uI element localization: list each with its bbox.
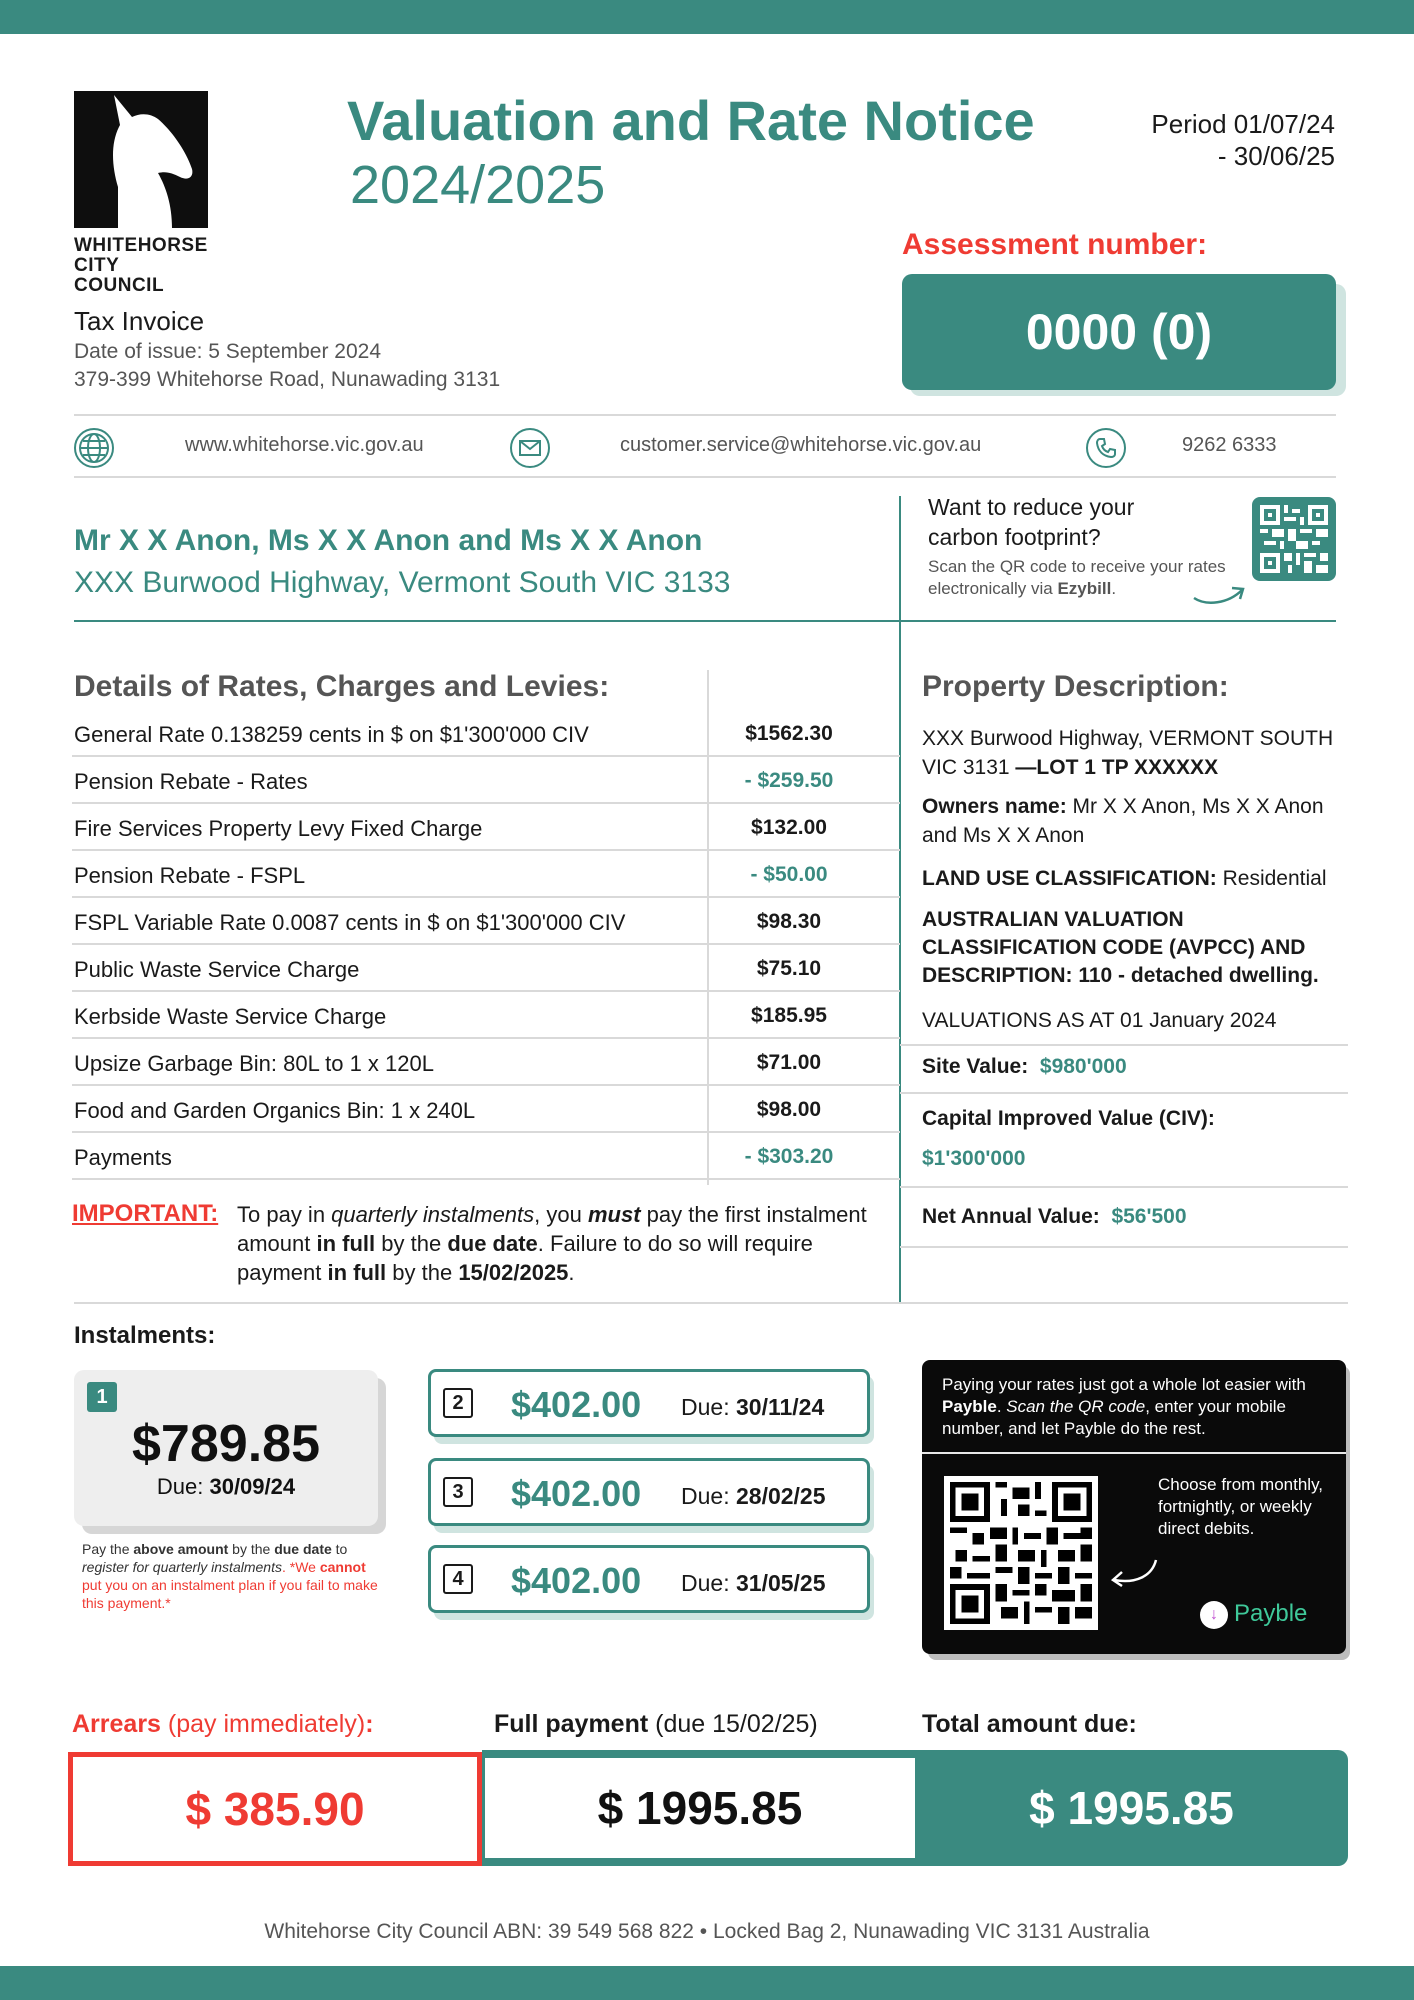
valuations-date: VALUATIONS AS AT 01 January 2024 <box>922 1009 1277 1032</box>
phone-icon <box>1086 428 1126 468</box>
email-link[interactable]: customer.service@whitehorse.vic.gov.au <box>620 434 982 456</box>
rate-amount: $98.30 <box>756 910 822 933</box>
rate-amount: $185.95 <box>751 1004 827 1027</box>
instalment-card-2 <box>428 1369 870 1437</box>
rate-label: Payments <box>74 1145 172 1170</box>
section-divider-right <box>900 620 1336 622</box>
full-payment-amount: $ 1995.85 <box>485 1758 915 1858</box>
avpcc: AUSTRALIAN VALUATION CLASSIFICATION CODE (AVPCC) AND DESCRIPTION: 110 - detached dwelling. <box>922 908 1319 987</box>
council-logo <box>74 91 208 296</box>
website-link[interactable]: www.whitehorse.vic.gov.au <box>185 434 424 456</box>
period <box>1080 108 1335 172</box>
contact-row <box>74 418 1336 478</box>
divider <box>900 1186 1348 1188</box>
rate-amount: $75.10 <box>756 957 822 980</box>
divider <box>900 1044 1348 1046</box>
total-due-label: Total amount due: <box>922 1710 1137 1738</box>
rate-label: Pension Rebate - FSPL <box>74 863 306 888</box>
divider <box>900 1092 1348 1094</box>
owner-address: XXX Burwood Highway, Vermont South VIC 3133 <box>74 566 731 599</box>
curved-arrow-icon <box>1108 1558 1160 1593</box>
arrears-label: Arrears (pay immediately): <box>72 1710 374 1738</box>
instalment-due: Due: 30/11/24 <box>681 1394 825 1420</box>
footer: Whitehorse City Council ABN: 39 549 568 822 • Locked Bag 2, Nunawading VIC 3131 Australia <box>264 1920 1150 1943</box>
assessment-label: Assessment number: <box>902 228 1208 261</box>
ezybill-qr-code-icon[interactable] <box>1252 497 1336 581</box>
rates-title: Details of Rates, Charges and Levies: <box>74 670 610 703</box>
payble-logo: ↓ Payble <box>1200 1600 1307 1629</box>
instalment-card-4 <box>428 1545 870 1613</box>
carbon-sub-end: . <box>1111 579 1117 598</box>
instalment-due: Due: 30/09/24 <box>156 1474 296 1499</box>
top-bar <box>0 0 1414 34</box>
period-start: Period 01/07/24 <box>1151 109 1335 139</box>
table-row <box>72 1086 900 1133</box>
bottom-bar <box>0 1966 1414 2000</box>
table-row <box>72 992 900 1039</box>
property-address: XXX Burwood Highway, VERMONT SOUTH VIC 3131 —LOT 1 TP XXXXXX <box>922 727 1334 779</box>
table-row <box>72 710 900 757</box>
divider <box>74 476 1336 478</box>
curved-arrow-icon <box>1192 580 1248 611</box>
rate-label: Public Waste Service Charge <box>74 957 360 982</box>
rate-label: Fire Services Property Levy Fixed Charge <box>74 816 483 841</box>
council-address: 379-399 Whitehorse Road, Nunawading 3131 <box>74 368 501 391</box>
payble-logo-icon: ↓ <box>1200 1601 1228 1629</box>
carbon-subtext <box>928 556 1228 600</box>
mail-icon <box>510 428 550 468</box>
table-row <box>72 898 900 945</box>
divider <box>74 1302 1348 1304</box>
instalment-number: 3 <box>443 1477 473 1507</box>
payble-text: Paying your rates just got a whole lot easier with Payble. Scan the QR code, enter your mobile number, and let Payble do the rest. <box>942 1375 1306 1438</box>
civ: Capital Improved Value (CIV): <box>922 1107 1215 1130</box>
rate-label: Food and Garden Organics Bin: 1 x 240L <box>74 1098 476 1123</box>
carbon-title <box>928 492 1134 552</box>
table-row <box>72 757 900 804</box>
table-row <box>72 851 900 898</box>
rate-amount: $98.00 <box>756 1098 822 1121</box>
period-end: - 30/06/25 <box>1217 141 1335 171</box>
important-text: To pay in quarterly instalments, you must pay the first instalment amount in full by the due date. Failure to do so will require payment in full by the 15/02/2025. <box>237 1202 867 1285</box>
property-title: Property Description: <box>922 670 1229 703</box>
table-row <box>72 1133 900 1180</box>
rate-amount: - $303.20 <box>744 1145 834 1168</box>
carbon-sub-text: Scan the QR code to receive your rates electronically via <box>928 557 1226 598</box>
total-due-amount: $ 1995.85 <box>1029 1782 1234 1834</box>
site-value: Site Value: $980'000 <box>922 1055 1127 1078</box>
rate-label: Kerbside Waste Service Charge <box>74 1004 387 1029</box>
horse-head-icon <box>74 91 208 228</box>
rate-amount: $132.00 <box>751 816 827 839</box>
payble-panel <box>922 1360 1346 1654</box>
tax-invoice-title: Tax Invoice <box>74 306 205 336</box>
rate-amount: - $259.50 <box>744 769 834 792</box>
carbon-title-line-1: Want to reduce your <box>928 494 1135 520</box>
table-row <box>72 1039 900 1086</box>
page-year: 2024/2025 <box>350 155 606 215</box>
divider <box>74 414 1336 416</box>
payble-qr-code-icon[interactable] <box>944 1476 1098 1630</box>
payble-side-text: Choose from monthly, fortnightly, or weekly direct debits. <box>1158 1475 1324 1538</box>
instalment-amount: $789.85 <box>132 1415 320 1473</box>
section-divider <box>74 620 900 622</box>
instalments-title: Instalments: <box>74 1322 216 1349</box>
instalment-due: Due: 28/02/25 <box>681 1483 826 1509</box>
owners-name: Owners name: Mr X X Anon, Ms X X Anon and Ms X X Anon <box>922 795 1324 847</box>
rate-label: Pension Rebate - Rates <box>74 769 308 794</box>
carbon-title-line-2: carbon footprint? <box>928 524 1101 550</box>
rate-amount: $1562.30 <box>745 722 833 745</box>
divider <box>922 1452 1346 1454</box>
instalment-note: Pay the above amount by the due date to register for quarterly instalments. *We cannot put you on an instalment plan if you fail to make this payment.* <box>82 1541 378 1611</box>
instalment-due: Due: 31/05/25 <box>681 1570 826 1596</box>
important-label: IMPORTANT: <box>72 1200 219 1227</box>
rate-amount: - $50.00 <box>750 863 828 886</box>
net-annual-value: Net Annual Value: $56'500 <box>922 1205 1187 1228</box>
instalment-amount: $402.00 <box>511 1560 642 1601</box>
assessment-number: 0000 (0) <box>902 274 1336 390</box>
rate-amount: $71.00 <box>756 1051 822 1074</box>
logo-line-2: CITY COUNCIL <box>74 255 165 296</box>
instalment-number: 4 <box>443 1564 473 1594</box>
table-row <box>72 945 900 992</box>
instalment-amount: $402.00 <box>511 1384 642 1425</box>
rate-label: FSPL Variable Rate 0.0087 cents in $ on $1'300'000 CIV <box>74 910 626 935</box>
instalment-number: 2 <box>443 1388 473 1418</box>
land-use: LAND USE CLASSIFICATION: Residential <box>922 867 1327 890</box>
rate-label: General Rate 0.138259 cents in $ on $1'300'000 CIV <box>74 722 589 747</box>
globe-icon <box>74 428 114 468</box>
owner-name: Mr X X Anon, Ms X X Anon and Ms X X Anon <box>74 524 703 557</box>
instalment-card-1 <box>74 1370 378 1526</box>
logo-line-1: WHITEHORSE <box>74 235 208 256</box>
page-title: Valuation and Rate Notice <box>347 89 1035 152</box>
instalment-card-3 <box>428 1458 870 1526</box>
ezybill-name: Ezybill <box>1057 579 1112 598</box>
instalment-amount: $402.00 <box>511 1473 642 1514</box>
full-payment-label: Full payment (due 15/02/25) <box>494 1710 818 1738</box>
issue-date: Date of issue: 5 September 2024 <box>74 340 382 363</box>
rate-label: Upsize Garbage Bin: 80L to 1 x 120L <box>74 1051 434 1076</box>
civ-value: $1'300'000 <box>922 1147 1026 1170</box>
instalment-number: 1 <box>87 1382 117 1412</box>
table-row <box>72 804 900 851</box>
arrears-amount: $ 385.90 <box>68 1752 482 1866</box>
divider <box>900 1246 1348 1248</box>
phone-number[interactable]: 9262 6333 <box>1182 434 1277 456</box>
